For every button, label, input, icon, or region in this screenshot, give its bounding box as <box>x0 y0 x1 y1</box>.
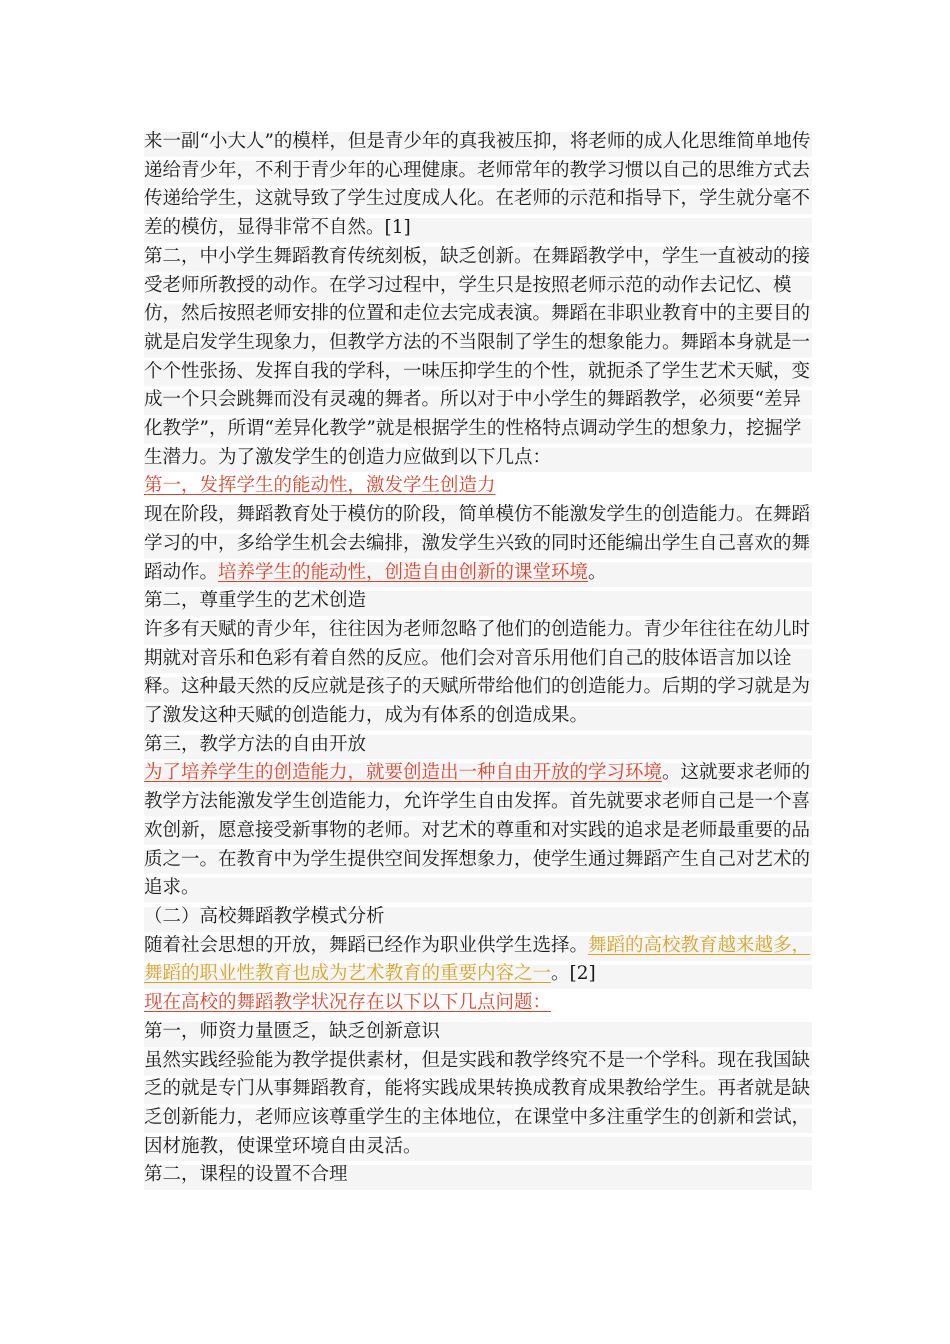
section-heading-7: 第二，课程的设置不合理 <box>144 1161 812 1190</box>
document-page <box>144 128 812 1190</box>
highlighted-phrase-1: 培养学生的能动性，创造自由创新的课堂环境 <box>218 561 589 583</box>
paragraph-3-text: 现在阶段，舞蹈教育处于模仿的阶段，简单模仿不能激发学生的创造能力。在舞蹈学习的中，多给学生机会去编排，激发学生兴致的同时还能编出学生自己喜欢的舞蹈动作。 <box>144 504 811 583</box>
highlighted-phrase-3: 舞蹈的高校教育越来越多，舞蹈的职业性教育也成为艺术教育的重要内容之一 <box>144 934 811 985</box>
body-paragraph-1: 来一副“小大人”的模样，但是青少年的真我被压抑，将老师的成人化思维简单地传递给青少年，不利于青少年的心理健康。老师常年的教学习惯以自己的思维方式去传递给学生，这就导致了学生过度成人化。在老师的示范和指导下，学生就分毫不差的模仿，显得非常不自然。[1] <box>144 128 812 243</box>
highlighted-heading-2: 现在高校的舞蹈教学状况存在以下以下几点问题： <box>144 992 552 1014</box>
paragraph-6-text: 随着社会思想的开放，舞蹈已经作为职业供学生选择。 <box>144 934 589 956</box>
paragraph-5-text: 。这就要求老师的教学方法能激发学生创造能力，允许学生自由发挥。首先就要求老师自己是一个喜欢创新，愿意接受新事物的老师。对艺术的尊重和对实践的追求是老师最重要的品质之一。在教育中为学生提供空间发挥想象力，使学生通过舞蹈产生自己对艺术的追求。 <box>144 762 811 899</box>
highlighted-phrase-2: 为了培养学生的创造能力，就要创造出一种自由开放的学习环境 <box>144 762 663 784</box>
section-heading-2: 第二，尊重学生的艺术创造 <box>144 587 812 616</box>
body-paragraph-2: 第二，中小学生舞蹈教育传统刻板，缺乏创新。在舞蹈教学中，学生一直被动的接受老师所教授的动作。在学习过程中，学生只是按照老师示范的动作去记忆、模仿，然后按照老师安排的位置和走位去完成表演。舞蹈在非职业教育中的主要目的就是启发学生现象力，但教学方法的不当限制了学生的想象能力。舞蹈本身就是一个个性张扬、发挥自我的学科，一味压抑学生的个性，就扼杀了学生艺术天赋，变成一个只会跳舞而没有灵魂的舞者。所以对于中小学生的舞蹈教学，必须要“差异化教学”，所谓“差异化教学”就是根据学生的性格特点调动学生的想象力，挖掘学生潜力。为了激发学生的创造力应做到以下几点： <box>144 243 812 473</box>
section-heading-1 <box>144 472 812 501</box>
body-paragraph-7: 虽然实践经验能为教学提供素材，但是实践和教学终究不是一个学科。现在我国缺乏的就是专门从事舞蹈教育，能将实践成果转换成教育成果教给学生。再者就是缺乏创新能力，老师应该尊重学生的主体地位，在课堂中多注重学生的创新和尝试，因材施教，使课堂环境自由灵活。 <box>144 1047 812 1162</box>
body-paragraph-3 <box>144 501 812 587</box>
subsection-title: （二）高校舞蹈教学模式分析 <box>144 903 812 932</box>
body-paragraph-6 <box>144 932 812 989</box>
paragraph-6-end: 。[2] <box>551 963 596 985</box>
body-paragraph-5 <box>144 759 812 903</box>
body-paragraph-4: 许多有天赋的青少年，往往因为老师忽略了他们的创造能力。青少年往往在幼儿时期就对音乐和色彩有着自然的反应。他们会对音乐用他们自己的肢体语言加以诠释。这种最天然的反应就是孩子的天赋所带给他们的创造能力。后期的学习就是为了激发这种天赋的创造能力，成为有体系的创造成果。 <box>144 616 812 731</box>
highlighted-heading-1: 第一，发挥学生的能动性，激发学生创造力 <box>144 475 496 497</box>
section-heading-5 <box>144 989 812 1018</box>
section-heading-3: 第三，教学方法的自由开放 <box>144 731 812 760</box>
paragraph-3-end: 。 <box>588 561 607 583</box>
section-heading-6: 第一，师资力量匮乏，缺乏创新意识 <box>144 1018 812 1047</box>
